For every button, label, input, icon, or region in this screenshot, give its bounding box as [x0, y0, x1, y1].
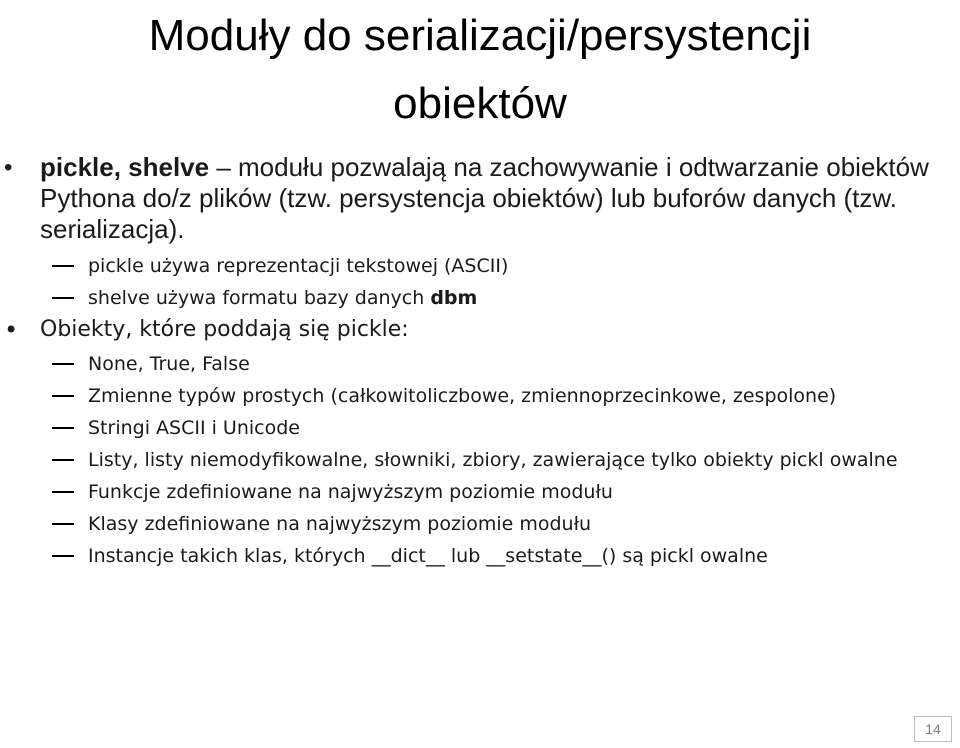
- bullet-bold-text: pickle, shelve: [40, 152, 210, 182]
- list-item: [0, 447, 960, 473]
- list-item-text: Instancje takich klas, których __dict__ lub __setstate__() są pickl owalne: [88, 545, 768, 567]
- list-item-text: None, True, False: [88, 353, 250, 375]
- sub-bullet-text: pickle używa reprezentacji tekstowej (ASCII): [88, 255, 509, 277]
- dash-icon: [52, 363, 74, 365]
- slide-title: [0, 0, 960, 138]
- list-item-text: Stringi ASCII i Unicode: [88, 417, 300, 439]
- list-item: [0, 383, 960, 409]
- title-line-2: obiektów: [393, 79, 567, 128]
- dash-icon: [52, 427, 74, 429]
- title-line-1: Moduły do serializacji/persystencji: [148, 11, 812, 60]
- list-item-text: Listy, listy niemodyfikowalne, słowniki, zbiory, zawierające tylko obiekty pickl owalne: [88, 449, 898, 471]
- sub-bullet-text: shelve używa formatu bazy danych: [88, 287, 431, 309]
- dash-icon: [52, 265, 74, 267]
- list-item-text: Funkcje zdefiniowane na najwyższym poziomie modułu: [88, 481, 613, 503]
- dash-icon: [52, 523, 74, 525]
- bullet-dot-icon: •: [4, 316, 19, 344]
- bullet-text: – modułu pozwalają na zachowywanie i odtwarzanie obiektów Pythona do/z plików (tzw. persystencja obiektów) lub buforów danych (tzw. serializacja).: [40, 152, 929, 244]
- page-number: 14: [914, 716, 952, 742]
- bullet-dot-icon: •: [4, 154, 13, 181]
- dash-icon: [52, 459, 74, 461]
- list-item-text: Klasy zdefiniowane na najwyższym poziomie modułu: [88, 513, 592, 535]
- sub-bullet-bold-text: dbm: [430, 287, 478, 309]
- list-item: [0, 479, 960, 505]
- list-item: [0, 415, 960, 441]
- sub-bullet-shelve: [0, 285, 960, 311]
- list-item: [0, 511, 960, 537]
- dash-icon: [52, 297, 74, 299]
- list-item: [0, 543, 960, 569]
- dash-icon: [52, 491, 74, 493]
- list-item: [0, 351, 960, 377]
- slide-content: [0, 152, 960, 569]
- list-item-text: Zmienne typów prostych (całkowitoliczbowe, zmiennoprzecinkowe, zespolone): [88, 385, 837, 407]
- bullet-pickle-objects: [0, 315, 960, 345]
- dash-icon: [52, 555, 74, 557]
- sub-bullet-pickle: [0, 253, 960, 279]
- dash-icon: [52, 395, 74, 397]
- bullet-pickle-shelve: [0, 152, 960, 245]
- bullet-text: Obiekty, które poddają się pickle:: [40, 317, 409, 342]
